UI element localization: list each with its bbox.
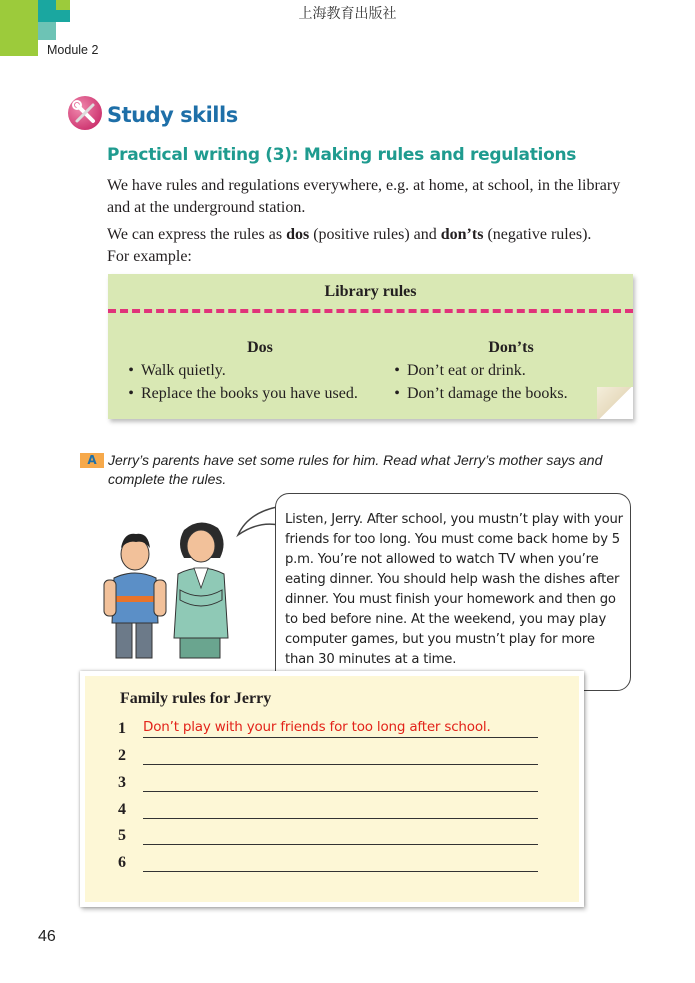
rule-number: 2: [118, 747, 126, 764]
rule-number: 5: [118, 827, 126, 844]
rule-number: 4: [118, 801, 126, 818]
section-title: Study skills: [107, 103, 238, 127]
rule-row: [118, 797, 538, 821]
mother-speech-text: Listen, Jerry. After school, you mustn’t play with your friends for too long. You must come back home by 5 p.m. You’re not allowed to watch TV when you’re eating dinner. You should help wash the dishes after dinner. You must finish your homework and then go to bed before nine. At the weekend, you may play computer games, but you mustn’t play for more than 30 minutes at a time.: [285, 512, 623, 667]
answer-field[interactable]: [143, 771, 538, 792]
activity-instruction: Jerry’s parents have set some rules for him. Read what Jerry’s mother says and complete the rules.: [108, 452, 603, 487]
library-rules-box: [108, 274, 633, 419]
list-item: • Walk quietly.: [125, 359, 395, 382]
rule-row: [118, 716, 538, 740]
answer-field[interactable]: [143, 744, 538, 765]
list-item: • Don’t eat or drink.: [391, 359, 631, 382]
donts-heading: Don’ts: [488, 339, 534, 356]
donts-column: [391, 336, 631, 405]
intro-paragraph: We have rules and regulations everywhere, e.g. at home, at school, in the library and at the underground station.: [107, 177, 621, 216]
answer-field[interactable]: [143, 824, 538, 845]
jerry-and-mother-illustration: [100, 518, 250, 663]
rule-number: 6: [118, 854, 126, 871]
rule-row: [118, 850, 538, 874]
rule-row: [118, 823, 538, 847]
intro-paragraph-2: We can express the rules as dos (positive rules) and don’ts (negative rules). For example:: [107, 226, 592, 265]
answer-field[interactable]: Don’t play with your friends for too long after school.: [143, 717, 538, 738]
rule-row: [118, 770, 538, 794]
family-rules-box: [80, 671, 584, 907]
rule-row: [118, 743, 538, 767]
activity-badge: A: [80, 453, 104, 468]
page-curl-decoration: [597, 387, 633, 419]
tools-icon: [68, 96, 102, 130]
rule-number: 1: [118, 720, 126, 737]
module-label: Module 2: [47, 43, 99, 57]
rule-number: 3: [118, 774, 126, 791]
list-item: • Replace the books you have used.: [125, 382, 395, 405]
subheading: Practical writing (3): Making rules and regulations: [107, 145, 577, 165]
library-rules-title: Library rules: [324, 283, 417, 300]
family-rules-title: Family rules for Jerry: [120, 690, 272, 707]
corner-decoration: [38, 22, 56, 40]
dos-heading: Dos: [247, 339, 273, 356]
dos-column: [125, 336, 395, 405]
publisher-header: 上海教育出版社: [298, 6, 397, 22]
answer-field[interactable]: [143, 798, 538, 819]
mother-figure: [174, 522, 228, 658]
page-number: 46: [38, 928, 56, 945]
answer-field[interactable]: [143, 851, 538, 872]
divider: [108, 309, 633, 313]
boy-figure: [104, 534, 166, 658]
list-item: • Don’t damage the books.: [391, 382, 631, 405]
